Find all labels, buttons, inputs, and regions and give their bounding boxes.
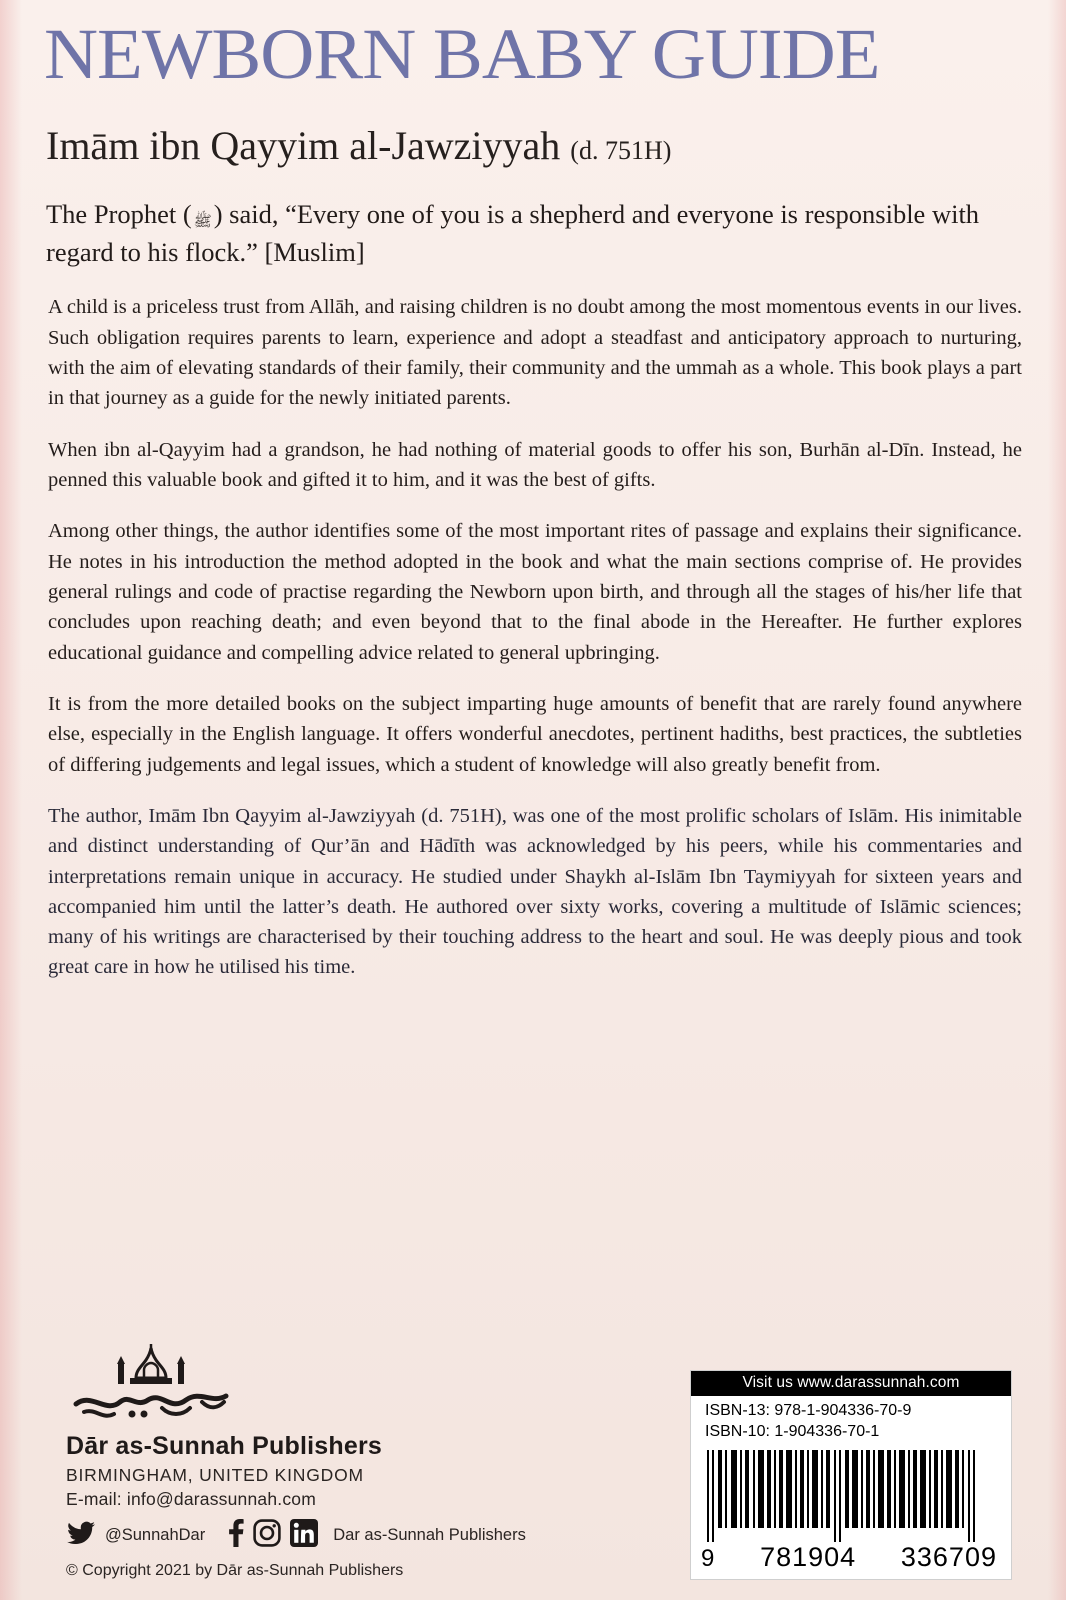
barcode-lead-digit: 9 [701, 1545, 716, 1572]
author-line [46, 124, 1022, 168]
isbn-10: ISBN-10: 1-904336-70-1 [705, 1422, 880, 1440]
barcode-left-digits: 781904 [760, 1542, 857, 1572]
twitter-handle: @SunnahDar [105, 1525, 206, 1544]
hadith-lead: The Prophet ( [46, 199, 192, 229]
hadith-rest: ) said, “Every one of you is a shepherd and everyone is responsible with regard to his flock.” [Muslim] [46, 199, 980, 267]
blurb-paragraph: Among other things, the author identifies some of the most important rites of passage and explains their significance. He notes in his introduction the method adopted in the book and what the main sections comprise of. He provides general rulings and code of practise regarding the Newborn upon birth, and through all the stages of his/her life that concludes upon reaching death; and even beyond that to the final abode in the Hereafter. He further explores educational guidance and compelling advice related to general upbringing. [48, 520, 1022, 664]
barcode-right-digits: 336709 [900, 1542, 997, 1572]
author-bio-paragraph: The author, Imām Ibn Qayyim al-Jawziyyah (d. 751H), was one of the most prolific scholars of Islām. His inimitable and distinct understanding of Qur’ān and Hādīth was acknowledged by his peers, while his commentaries and interpretations remain unique in accuracy. He studied under Shaykh al-Islām Ibn Taymiyyah for sixteen years and accompanied him until the latter’s death. He authored over sixty works, covering a multitude of Islāmic sciences; many of his writings are characterised by their touching address to the heart and soul. He was deeply pious and took great care in how he utilised his time. [48, 804, 1022, 979]
publisher-name: Dār as-Sunnah Publishers [66, 1432, 382, 1460]
dar-as-sunnah-logo [66, 1342, 236, 1428]
isbn-13: ISBN-13: 978-1-904336-70-9 [705, 1402, 912, 1420]
publisher-block [66, 1342, 626, 1580]
blurb-paragraph: A child is a priceless trust from Allāh, and raising children is no doubt among the most momentous events in our lives. Such obligation requires parents to learn, experience and adopt a steadfast and anticipatory approach to nurturing, with the aim of elevating standards of their family, their community and the ummah as a whole. This book plays a part in that journey as a guide for the newly initiated parents. [48, 296, 1022, 410]
barcode-digits [691, 1542, 1011, 1579]
isbn-barcode-panel [690, 1370, 1012, 1580]
visit-website-bar[interactable]: Visit us www.darassunnah.com [691, 1371, 1011, 1396]
publisher-email: E-mail: info@darassunnah.com [66, 1489, 317, 1509]
facebook-icon[interactable] [228, 1519, 244, 1552]
isbn-numbers [691, 1396, 1011, 1444]
copyright-line: © Copyright 2021 by Dār as-Sunnah Publishers [66, 1562, 404, 1579]
social-row [66, 1520, 626, 1550]
author-name: Imām ibn Qayyim al-Jawziyyah [46, 123, 561, 168]
linkedin-icon[interactable] [290, 1519, 318, 1552]
blurb-paragraph: When ibn al-Qayyim had a grandson, he had nothing of material goods to offer his son, Burhān al-Dīn. Instead, he penned this valuable book and gifted it to him, and it was the best of gifts. [48, 438, 1022, 491]
instagram-icon[interactable] [253, 1519, 281, 1552]
barcode-image [705, 1450, 985, 1542]
social-publisher-name: Dar as-Sunnah Publishers [333, 1525, 526, 1544]
page-title: NEWBORN BABY GUIDE [44, 14, 880, 94]
blurb-paragraph: It is from the more detailed books on the subject imparting huge amounts of benefit that are rarely found anywhere else, especially in the English language. It offers wonderful anecdotes, pertinent hadiths, best practices, the subtleties of differing judgements and legal issues, which a student of knowledge will also greatly benefit from. [48, 692, 1022, 776]
logo-mosque-icon [66, 1342, 236, 1428]
sallallahu-alayhi-wasallam-icon: ﷺ [193, 214, 212, 230]
cover-footer [44, 1256, 1022, 1586]
hadith-quote [46, 196, 1022, 271]
twitter-icon[interactable] [66, 1521, 96, 1550]
publisher-city: BIRMINGHAM, UNITED KINGDOM [66, 1465, 364, 1485]
author-death-date: (d. 751H) [570, 136, 672, 165]
